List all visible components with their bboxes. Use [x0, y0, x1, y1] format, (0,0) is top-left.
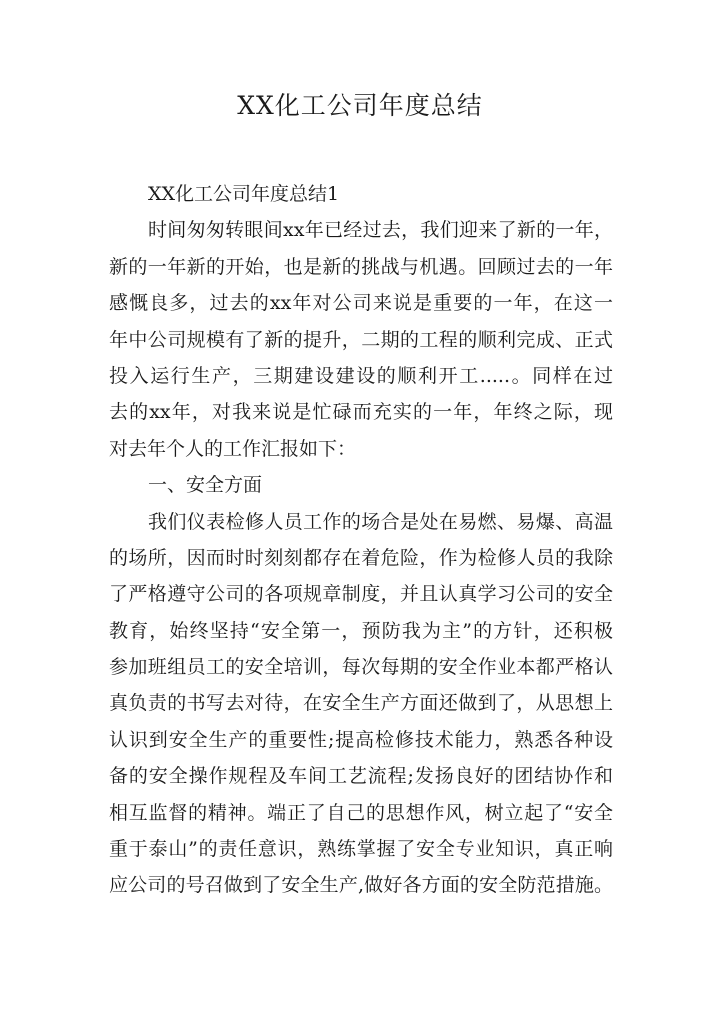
paragraph-line: 去的xx年，对我来说是忙碌而充实的一年，年终之际，现 — [109, 401, 613, 424]
paragraph-line: 新的一年新的开始，也是新的挑战与机遇。回顾过去的一年 — [109, 255, 613, 278]
paragraph-line: 认识到安全生产的重要性;提高检修技术能力，熟悉各种设 — [109, 728, 613, 751]
section-heading: XX化工公司年度总结1 — [148, 183, 340, 205]
section-heading: 一、安全方面 — [148, 474, 263, 497]
paragraph-line: 真负责的书写去对待，在安全生产方面还做到了，从思想上 — [109, 692, 613, 715]
paragraph-line: 相互监督的精神。端正了自己的思想作风，树立起了“安全 — [109, 801, 613, 824]
document-title: XX化工公司年度总结 — [237, 91, 483, 120]
paragraph-line: 备的安全操作规程及车间工艺流程;发扬良好的团结协作和 — [109, 765, 613, 788]
paragraph-line: 参加班组员工的安全培训，每次每期的安全作业本都严格认 — [109, 656, 613, 679]
document-body — [109, 176, 613, 904]
paragraph-line: 感慨良多，过去的xx年对公司来说是重要的一年，在这一 — [109, 292, 613, 315]
paragraph-line: 投入运行生产，三期建设建设的顺利开工.....。同样在过 — [109, 364, 613, 387]
paragraph-line: 时间匆匆转眼间xx年已经过去，我们迎来了新的一年， — [148, 219, 613, 242]
paragraph-line: 重于泰山”的责任意识，熟练掌握了安全专业知识，真正响 — [109, 838, 613, 861]
paragraph-line: 的场所，因而时时刻刻都存在着危险，作为检修人员的我除 — [109, 546, 613, 569]
paragraph-line: 教育，始终坚持“安全第一，预防我为主”的方针，还积极 — [109, 619, 613, 642]
paragraph-line: 应公司的号召做到了安全生产,做好各方面的安全防范措施。 — [109, 874, 613, 897]
paragraph-line: 了严格遵守公司的各项规章制度，并且认真学习公司的安全 — [109, 583, 613, 606]
paragraph-line: 我们仪表检修人员工作的场合是处在易燃、易爆、高温 — [148, 510, 613, 533]
paragraph-line: 年中公司规模有了新的提升，二期的工程的顺利完成、正式 — [109, 328, 613, 351]
paragraph-line: 对去年个人的工作汇报如下： — [109, 437, 357, 460]
